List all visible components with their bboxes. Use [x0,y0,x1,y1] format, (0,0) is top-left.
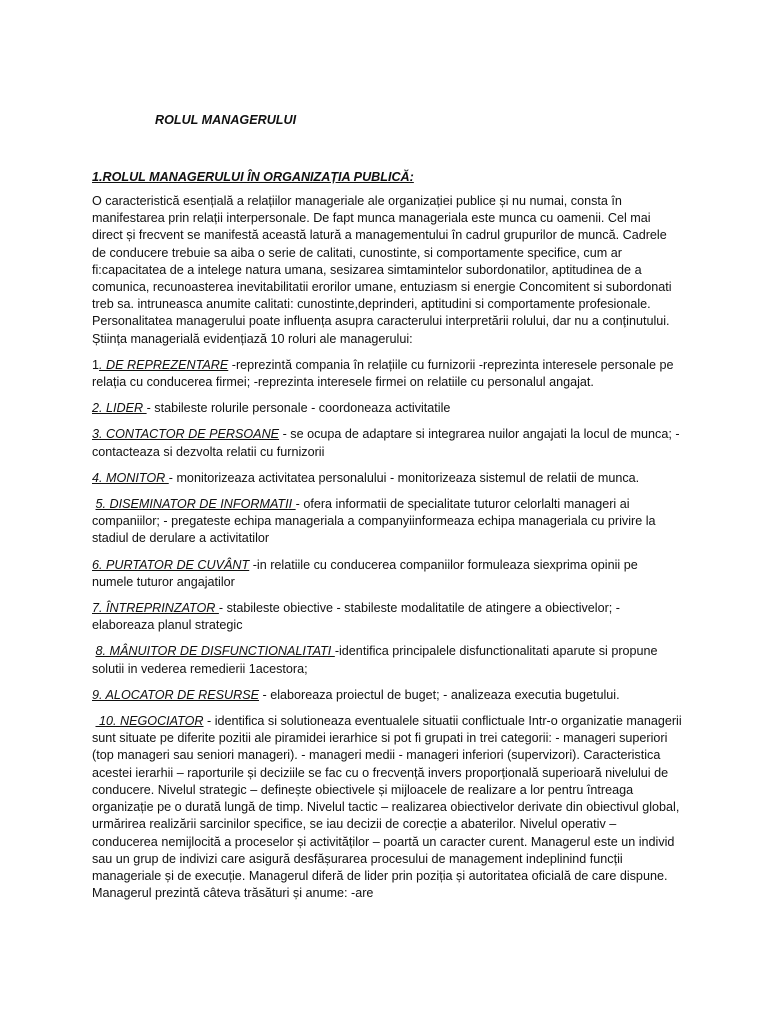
role-paragraph-3 [92,426,682,460]
role-paragraph-7 [92,600,682,634]
role-description: - elaboreaza proiectul de buget; - analizeaza executia bugetului. [259,687,620,702]
role-description: - monitorizeaza activitatea personalului - monitorizeaza sistemul de relatii de munca. [168,470,640,485]
section-heading: 1.ROLUL MANAGERULUI ÎN ORGANIZAȚIA PUBLICĂ: [92,170,414,184]
intro-paragraph: O caracteristică esențială a relațiilor manageriale ale organizației publice și nu numai, consta în manifestarea prin relații interpersonale. De fapt munca manageriala este munca cu oamenii. Cel mai direct și frecvent se manifestă această latură a managementului în cadrul grupurilor de muncă. Cadrele de conducere trebuie sa aiba o serie de calitati, cunostinte, si comportamente specifice, cum ar fi:capacitatea de a intelege natura umana, sesizarea simtamintelor subordonatilor, aptitudinea de a comunica, recunoasterea inevitabilitatii erorilor umane, entuziasm si energie Concomitent si subordonati treb sa. intruneasca anumite calitati: cunostinte,deprinderi, aptitudini si comportamente profesionale. Personalitatea managerului poate influența asupra caracterului interpretării rolului, dar nu a conținutului. Știința managerială evidențiază 10 roluri ale managerului: [92,194,672,346]
role-paragraph-5 [92,496,682,548]
role-lead: 1 [92,357,100,372]
role-description: - se ocupa de adaptare si integrarea nuilor angajati la locul de munca; - contacteaza si dezvolta relatii cu furnizorii [92,427,680,459]
role-name: 2. LIDER [92,401,147,416]
role-description: -identifica principalele disfunctionalitati aparute si propune solutii in vederea remedierii 1acestora; [92,644,658,676]
role-description: - identifica si solutioneaza eventualele situatii conflictuale Intr-o organizatie managerii sunt situate pe diferite pozitii ale piramidei ierarhice si pot fi grupati in trei categorii: - manageri superiori (top manageri sau seniori manageri). - manageri medii - manageri inferiori (supervizori). Caracteristica acestei ierarhii – raporturile și deciziile se fac cu o frecvență invers proporțională superioară nivelului de conducere. Nivelul strategic – definește obiectivele și mijloacele de realizare a lor pentru întreaga organizație pe o durată lungă de timp. Nivelul tactic – realizarea obiectivelor derivate din obiectivul global, urmărirea realizării sarcinilor specifice, se iau decizii de corecție a abaterilor. Nivelul operativ – conducerea nemijlocită a proceselor și activităților – poartă un caracter curent. Managerul este un individ sau un grup de indivizi care asigură desfășurarea procesului de management indeplinind funcții manageriale și de execuție. Managerul diferă de lider prin poziția și autoritatea oficială de care dispune. Managerul prezintă câteva trăsături și anume: -are [92,714,682,901]
role-description: -reprezintă compania în relațiile cu furnizorii -reprezinta interesele personale pe relația cu conducerea firmei; -reprezinta interesele firmei on relatiile cu personalul angajat. [92,357,674,390]
role-paragraph-8 [92,643,682,677]
role-paragraph-4 [92,470,682,487]
role-name: 3. CONTACTOR DE PERSOANE [92,427,280,442]
role-name: 8. MÂNUITOR DE DISFUNCTIONALITATI [95,644,335,659]
role-name: 4. MONITOR [92,470,169,485]
role-description: - stabileste obiective - stabileste modalitatile de atingere a obiectivelor; - elaboreaza planul strategic [92,601,620,633]
document-body [92,112,682,902]
role-paragraph-2 [92,400,682,417]
role-name: 7. ÎNTREPRINZATOR [92,601,219,616]
role-description: - ofera informatii de specialitate tuturor celorlalti manageri ai companiilor; - pregateste echipa manageriala a companyiinformeaza echipa manageriala cu privire la stadiul de derulare a activitatilor [92,497,656,546]
role-name: . DE REPREZENTARE [99,357,229,372]
role-name: 6. PURTATOR DE CUVÂNT [92,557,250,572]
document-title: ROLUL MANAGERULUI [155,113,297,127]
role-description: -in relatiile cu conducerea companiilor formuleaza siexprima opinii pe numele tuturor angajatilor [92,557,638,589]
role-name: 10. NEGOCIATOR [95,714,204,729]
role-name: 9. ALOCATOR DE RESURSE [92,687,260,702]
role-name: 5. DISEMINATOR DE INFORMATII [95,497,296,512]
role-paragraph-1 [92,357,682,391]
role-description: - stabileste rolurile personale - coordoneaza activitatile [146,401,451,416]
role-paragraph-9 [92,687,682,704]
role-paragraph-6 [92,557,682,591]
role-paragraph-10 [92,713,682,902]
